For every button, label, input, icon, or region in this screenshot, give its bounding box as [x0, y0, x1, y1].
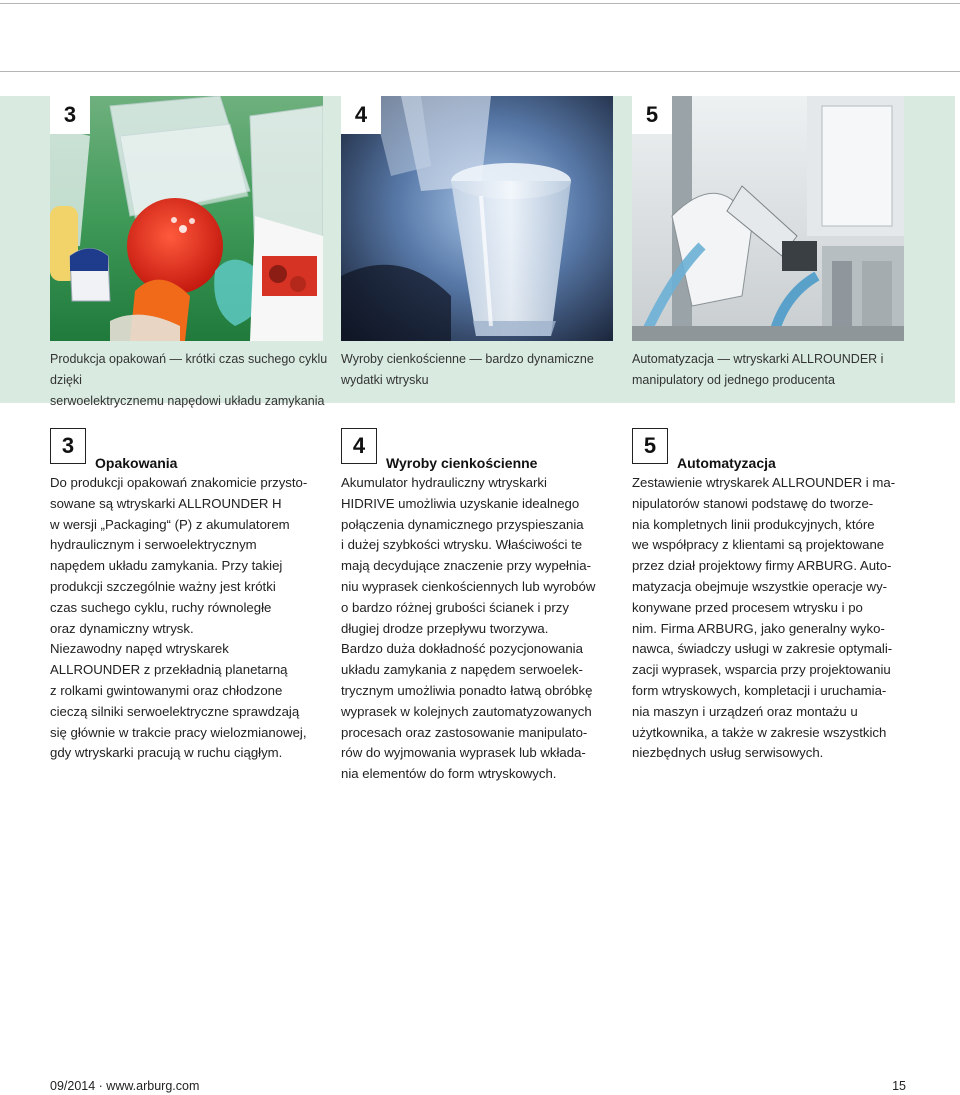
top-rule	[0, 3, 960, 4]
photo-caption: Produkcja opakowań — krótki czas suchego cyklu dzięki serwoelektrycznemu napędowi układu zamykania	[50, 352, 328, 408]
packaging-photo	[50, 96, 323, 341]
section-number-box: 4	[341, 428, 377, 464]
photo-caption: Automatyzacja — wtryskarki ALLROUNDER i manipulatory od jednego producenta	[632, 352, 884, 387]
section-title: Automatyzacja	[677, 455, 776, 471]
header-rule	[0, 71, 960, 72]
section-title: Opakowania	[95, 455, 178, 471]
footer-issue-and-website: 09/2014 · www.arburg.com	[50, 1079, 200, 1093]
section-body: Zestawienie wtryskarek ALLROUNDER i ma- nipulatorów stanowi podstawę do tworze- nia kompletnych linii produkcyjnych, które we współpracy z klientami są projektowane przez dział projektowy firmy ARBURG. Auto- matyzacja obejmuje wszystkie operacje wy- konywane przed procesem wtrysku i po nim. Firma ARBURG, jako generalny wyko- nawca, świadczy usługi w zakresie optymali- zacji wyprasek, wsparcia przy projektowaniu form wtryskowych, kompletacji i uruchamia- nia maszyn i urządzeń oraz montażu u użytkownika, a także w zakresie wszystkich niezbędnych usług serwisowych.	[632, 475, 896, 761]
photo-number-badge: 4	[341, 96, 381, 134]
section-number-box: 3	[50, 428, 86, 464]
photo-number-badge: 3	[50, 96, 90, 134]
photo-caption: Wyroby cienkościenne — bardzo dynamiczne wydatki wtrysku	[341, 352, 594, 387]
section-body: Do produkcji opakowań znakomicie przysto- sowane są wtryskarki ALLROUNDER H w wersji „Packaging“ (P) z akumulatorem hydraulicznym i serwoelektrycznym napędem układu zamykania. Przy takiej produkcji szczególnie ważny jest krótki czas suchego cyklu, ruchy równoległe oraz dynamiczny wtrysk. Niezawodny napęd wtryskarek ALLROUNDER z przekładnią planetarną z rolkami gwintowanymi oraz chłodzone cieczą silniki serwoelektryczne sprawdzają się głównie w trakcie pracy wielozmianowej, gdy wtryskarki pracują w ruchu ciągłym.	[50, 475, 308, 761]
section-title: Wyroby cienkościenne	[386, 455, 538, 471]
page-number: 15	[892, 1079, 906, 1093]
automation-photo	[632, 96, 904, 341]
section-number-box: 5	[632, 428, 668, 464]
section-body: Akumulator hydrauliczny wtryskarki HIDRIVE umożliwia uzyskanie idealnego połączenia dynamicznego przyspieszania i dużej szybkości wtrysku. Właściwości te mają decydujące znaczenie przy wypełnia- niu wyprasek cienkościennych lub wyrobów o bardzo różnej grubości ścianek i przy długiej drodze przepływu tworzywa. Bardzo duża dokładność pozycjonowania układu zamykania z napędem serwoelek- trycznym umożliwia ponadto łatwą obróbkę wyprasek w kolejnych zautomatyzowanych procesach oraz zastosowanie manipulato- rów do wyjmowania wyprasek lub wkłada- nia elementów do form wtryskowych.	[341, 475, 596, 782]
thin-wall-cups-photo	[341, 96, 613, 341]
photo-number-badge: 5	[632, 96, 672, 134]
